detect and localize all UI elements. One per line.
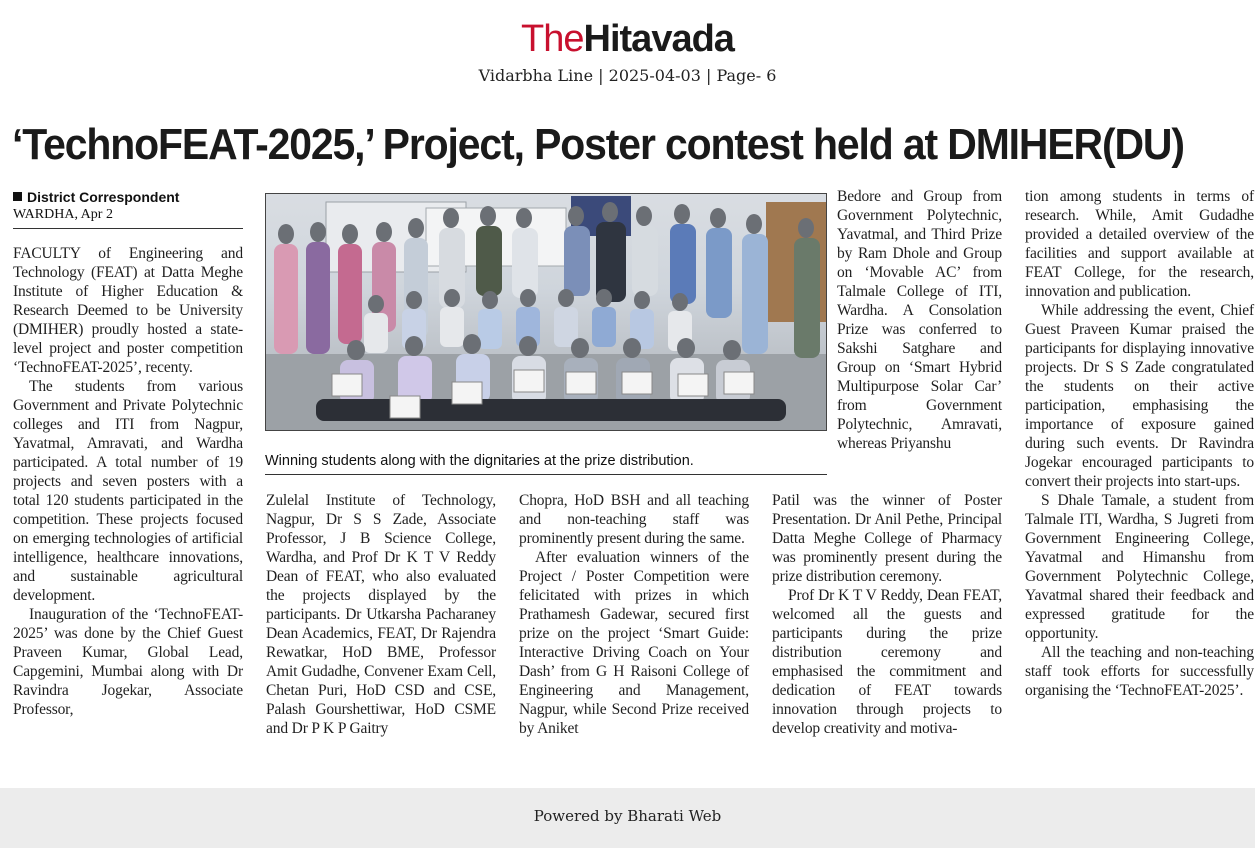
article-column-4-top (837, 187, 1002, 453)
byline-block (13, 189, 243, 229)
paragraph: Patil was the winner of Poster Presentation. Dr Anil Pethe, Principal Datta Meghe College of Pharmacy was prominently present during the prize distribution ceremony. (772, 492, 1002, 585)
footer (0, 788, 1255, 848)
paragraph: FACULTY of Engineering and Technology (FEAT) at Datta Meghe Institute of Higher Education & Research Deemed to be University (DMIHER) proudly hosted a state-level project and poster competition ‘TechnoFEAT-2025’, recenty. (13, 245, 243, 376)
paragraph: Chopra, HoD BSH and all teaching and non-teaching staff was prominently present during the same. (519, 492, 749, 547)
dateline: WARDHA, Apr 2 (13, 207, 113, 222)
edition-line: Vidarbha Line | 2025-04-03 | Page- 6 (478, 66, 777, 85)
footer-credit-link[interactable]: Powered by Bharati Web (533, 807, 722, 825)
article-photo (265, 193, 827, 431)
article-column-1 (13, 244, 243, 719)
byline (13, 189, 243, 205)
article-column-2 (266, 491, 496, 738)
article-column-3 (519, 491, 749, 738)
article-headline: ‘TechnoFEAT-2025,’ Project, Poster contest held at DMIHER(DU) (12, 120, 1184, 169)
paragraph: Zulelal Institute of Technology, Nagpur, Dr S S Zade, Associate Professor, J B Science College, Wardha, and Prof Dr K T V Reddy Dean of FEAT, who also evaluated the projects displayed by the participants. Dr Utkarsha Pacharaney Dean Academics, FEAT, Dr Rajendra Rewatkar, HoD BME, Professor Amit Gudadhe, Convener Exam Cell, Chetan Puri, HoD CSD and CSE, Palash Gourshettiwar, HoD CSME and Dr P K P Gaitry (266, 492, 496, 737)
paragraph: Inauguration of the ‘TechnoFEAT-2025’ was done by the Chief Guest Praveen Kumar, Global Lead, Capgemini, Mumbai along with Dr Ravindra Jogekar, Associate Professor, (13, 606, 243, 718)
logo-prefix: The (521, 18, 584, 60)
square-bullet-icon (13, 192, 22, 201)
paragraph: tion among students in terms of research. While, Amit Gudadhe provided a detailed overview of the facilities and support available at FEAT College, for the research, innovation and publication. (1025, 188, 1254, 300)
photo-caption: Winning students along with the dignitaries at the prize distribution. (265, 453, 827, 475)
paragraph: Bedore and Group from Government Polytechnic, Yavatmal, and Third Prize by Ram Dhole and Group on ‘Movable AC’ from Talmale College of ITI, Wardha. A Consolation Prize was conferred to Sakshi Satghare and Group on ‘Smart Hybrid Multipurpose Solar Car’ from Government Polytechnic, Amravati, whereas Priyanshu (837, 188, 1002, 452)
masthead (0, 18, 1255, 85)
paragraph: While addressing the event, Chief Guest Praveen Kumar praised the participants for displaying innovative projects. Dr S S Zade congratulated the students on their active participation, emphasising the importance of exposure gained during such events. Dr Ravindra Jogekar encouraged participants to convert their projects into start-ups. (1025, 302, 1254, 490)
group-photo-illustration (266, 194, 826, 430)
paragraph: Prof Dr K T V Reddy, Dean FEAT, welcomed all the guests and participants during the prize distribution ceremony and emphasised the commitment and dedication of FEAT towards innovation through projects to develop creativity and motiva- (772, 587, 1002, 737)
paragraph: The students from various Government and Private Polytechnic colleges and ITI from Nagpur, Yavatmal, Amravati, and Wardha participated. A total number of 19 projects and seven posters with a total 120 students participated in the competition. These projects focused on emerging technologies of artificial intelligence, healthcare innovations, and sustainable agricultural development. (13, 378, 243, 604)
paragraph: S Dhale Tamale, a student from Talmale ITI, Wardha, S Jugreti from Government Engineering College, Yavatmal and Himanshu from Government Polytechnic College, Yavatmal shared their feedback and expressed gratitude for the opportunity. (1025, 492, 1254, 642)
article-column-4-bottom (772, 491, 1002, 738)
paragraph: After evaluation winners of the Project / Poster Competition were felicitated with prizes in which Prathamesh Gadewar, secured first prize on the project ‘Smart Guide: Interactive Driving Coach on Your Dash’ from G H Raisoni College of Engineering and Management, Nagpur, while Second Prize received by Aniket (519, 549, 749, 737)
logo-name: Hitavada (583, 18, 734, 60)
article-column-5 (1025, 187, 1254, 700)
paragraph: All the teaching and non-teaching staff took efforts for successfully organising the ‘TechnoFEAT-2025’. (1025, 644, 1254, 699)
newspaper-logo[interactable] (0, 18, 1255, 60)
byline-text: District Correspondent (27, 189, 180, 205)
